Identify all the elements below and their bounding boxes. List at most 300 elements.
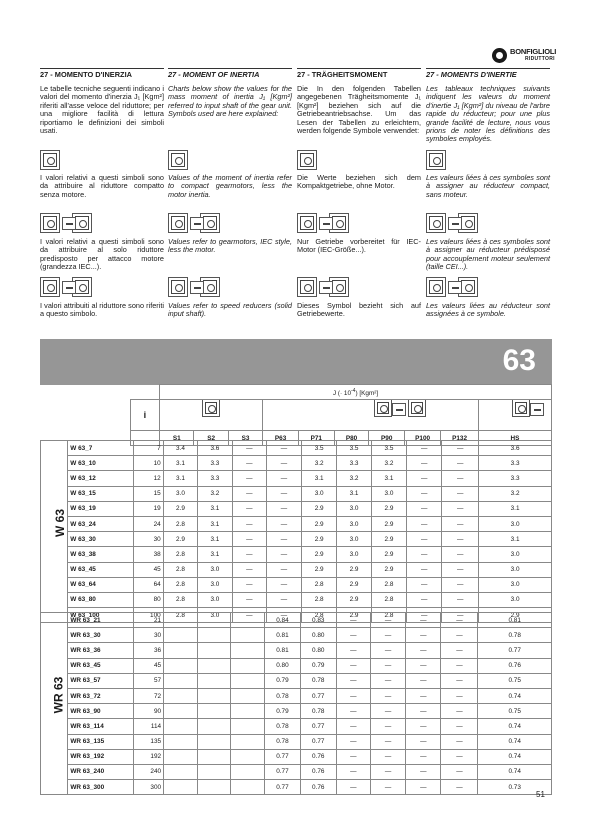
value-cell: — [232,577,266,592]
value-cell: 0.76 [300,749,336,764]
value-cell: 0.73 [478,780,552,795]
value-cell [231,704,265,719]
ratio-cell: 12 [133,471,163,486]
ratio-cell: 45 [133,562,163,577]
value-cell: 0.74 [478,749,552,764]
value-cell: 0.76 [300,764,336,779]
value-cell: 2.8 [301,577,336,592]
value-cell: 0.77 [265,764,301,779]
motor-flange-icon [190,217,204,230]
value-cell: 0.78 [300,704,336,719]
value-cell: 2.9 [371,516,406,531]
value-cell: 3.0 [198,592,232,607]
value-cell: — [232,486,266,501]
iec-icon-cell [263,400,479,431]
value-cell: — [266,456,301,471]
value-cell: 0.77 [300,719,336,734]
ratio-cell: 100 [133,608,163,623]
value-cell [164,749,198,764]
value-cell: 3.2 [301,456,336,471]
value-cell: 2.8 [163,562,197,577]
value-cell: 3.0 [301,486,336,501]
motor-flange-icon [319,217,333,230]
value-cell: — [232,471,266,486]
ratio-cell: 19 [133,501,163,516]
value-cell: — [407,486,442,501]
value-cell: 3.4 [163,441,197,456]
value-cell: — [232,547,266,562]
value-cell: — [407,608,442,623]
size-banner [40,339,552,385]
value-cell [164,628,198,643]
symbol-text-iec: Values refer to gearmotors, IEC style, less the motor. [168,237,292,255]
value-cell [197,643,231,658]
table-row [41,577,552,592]
value-cell: 0.75 [478,704,552,719]
value-cell: — [407,547,442,562]
table-wr63 [40,612,552,795]
value-cell: 3.1 [371,471,406,486]
group-label-w63: W 63 [53,508,68,538]
value-cell: 3.1 [479,532,552,547]
symbol-text-reducer: I valori attribuiti al riduttore sono riferiti a questo simbolo. [40,301,164,319]
value-cell: 0.74 [478,719,552,734]
value-cell [164,764,198,779]
value-cell: 0.79 [265,704,301,719]
compact-gearbox-icon [297,150,317,170]
value-cell: 0.77 [265,780,301,795]
symbol-text-compact: Les valeurs liées à ces symboles sont à assigner au réducteur compact, sans moteur. [426,173,550,199]
reducer-gearbox-icon [426,277,446,297]
value-cell: — [441,673,478,688]
value-cell: — [406,764,441,779]
value-cell: 0.74 [478,734,552,749]
model-cell: WR 63_57 [68,673,133,688]
value-cell: 0.80 [300,628,336,643]
symbol-text-iec: Les valeurs liées à ces symboles sont à assigner au réducteur prédisposé pour accouplement moteur seulement (taille CEI...). [426,237,550,272]
value-cell [197,688,231,703]
value-cell: 0.74 [478,764,552,779]
value-cell: 2.9 [371,547,406,562]
value-cell [197,673,231,688]
value-cell: 2.8 [371,577,406,592]
table-row [41,471,552,486]
ratio-cell: 7 [133,441,163,456]
value-cell: 2.8 [301,592,336,607]
input-shaft-icon [190,281,204,294]
col-head: P71 [298,431,334,446]
table-row [41,532,552,547]
value-cell: 3.1 [163,471,197,486]
value-cell: — [266,592,301,607]
value-cell: — [406,719,441,734]
value-cell: 2.9 [337,562,371,577]
value-cell [164,719,198,734]
value-cell: — [336,643,370,658]
value-cell: 2.9 [163,532,197,547]
value-cell: — [232,501,266,516]
value-cell: 3.0 [371,486,406,501]
value-cell [197,734,231,749]
value-cell: — [371,643,406,658]
value-cell [231,658,265,673]
model-cell: WR 63_240 [68,764,133,779]
value-cell [164,613,198,628]
value-cell: — [371,719,406,734]
value-cell: 0.79 [265,673,301,688]
ratio-cell: 300 [133,780,163,795]
value-cell: 3.0 [479,592,552,607]
value-cell: — [442,486,479,501]
value-cell: 0.78 [265,688,301,703]
value-cell: — [407,532,442,547]
value-cell [231,643,265,658]
value-cell: 2.8 [163,592,197,607]
brand-name: BONFIGLIOLI [510,47,557,56]
value-cell: — [266,471,301,486]
value-cell [197,749,231,764]
model-cell: W 63_10 [68,456,133,471]
col-head: S1 [160,431,194,446]
value-cell [164,643,198,658]
value-cell: 2.8 [371,592,406,607]
value-cell: — [442,516,479,531]
model-cell: WR 63_90 [68,704,133,719]
value-cell: — [442,456,479,471]
value-cell: — [407,441,442,456]
table-row [41,628,552,643]
value-cell: — [336,673,370,688]
value-cell: 2.9 [301,501,336,516]
model-cell: W 63_45 [68,562,133,577]
iec-gearbox-icon [297,213,317,233]
value-cell: 0.76 [478,658,552,673]
value-cell: — [336,688,370,703]
value-cell: — [441,688,478,703]
brand-sub: RIDUTTORI [525,56,555,62]
model-cell: WR 63_45 [68,658,133,673]
value-cell: 0.74 [478,688,552,703]
value-cell: — [371,613,406,628]
value-cell: 3.1 [198,547,232,562]
motor-flange-icon [62,217,76,230]
table-row [41,780,552,795]
value-cell: 2.8 [371,608,406,623]
value-cell: — [407,516,442,531]
value-cell: — [442,592,479,607]
symbol-text-compact: Die Werte beziehen sich dem Kompaktgetriebe, ohne Motor. [297,173,421,191]
value-cell [197,780,231,795]
value-cell: — [441,704,478,719]
iec-gearbox-icon [168,213,188,233]
value-cell: 3.3 [198,456,232,471]
value-cell: 3.1 [198,501,232,516]
value-cell [231,673,265,688]
column-heading: 27 - MOMENTS D'INERTIE [426,68,550,85]
value-cell: 0.80 [300,643,336,658]
value-cell: 2.9 [371,562,406,577]
ratio-cell: 21 [133,613,163,628]
value-cell: 3.1 [301,471,336,486]
value-cell: — [442,471,479,486]
brand-logo [492,46,584,64]
value-cell: — [371,688,406,703]
model-cell: WR 63_135 [68,734,133,749]
value-cell: 0.77 [478,643,552,658]
input-shaft-icon [62,281,76,294]
column-intro: Le tabelle tecniche seguenti indicano i valori del momento d'inerzia J₁ [Kgm²] riferiti all'asse veloce del riduttore; per una migliore facilità di lettura riportiamo le definizioni dei simboli usati. [40,84,164,136]
col-head: P63 [263,431,299,446]
value-cell: 2.9 [371,532,406,547]
value-cell: — [442,532,479,547]
table-row [41,547,552,562]
table-row [41,719,552,734]
table-row [41,613,552,628]
value-cell: 0.83 [300,613,336,628]
symbol-text-iec: I valori relativi a questi simboli sono da attribuire al solo riduttore predisposto per attacco motore (grandezza IEC...). [40,237,164,272]
table-row [41,441,552,456]
table-row [41,734,552,749]
ratio-cell: 38 [133,547,163,562]
value-cell: — [232,456,266,471]
input-shaft-icon [448,281,462,294]
value-cell: 3.6 [479,441,552,456]
value-cell: — [371,658,406,673]
group-label-wr63: WR 63 [51,676,66,714]
value-cell: — [336,613,370,628]
value-cell: 3.0 [198,608,232,623]
value-cell: 0.81 [265,643,301,658]
value-cell: 0.81 [265,628,301,643]
value-cell: — [371,780,406,795]
value-cell: — [441,658,478,673]
value-cell: — [407,456,442,471]
value-cell: — [232,592,266,607]
ratio-cell: 90 [133,704,163,719]
value-cell [164,704,198,719]
value-cell [197,613,231,628]
value-cell: — [407,501,442,516]
value-cell: 0.78 [300,673,336,688]
value-cell: 0.79 [300,658,336,673]
ratio-cell: 45 [133,658,163,673]
value-cell: — [442,577,479,592]
value-cell: 3.0 [479,516,552,531]
col-head: P80 [334,431,369,446]
table-row [41,673,552,688]
value-cell: 3.0 [198,562,232,577]
symbol-text-compact: I valori relativi a questi simboli sono da attribuire al riduttore compatto senza motore. [40,173,164,199]
value-cell: 3.5 [337,441,371,456]
value-cell: 3.3 [479,471,552,486]
value-cell: 0.78 [478,628,552,643]
value-cell [231,613,265,628]
value-cell: — [266,441,301,456]
column-heading: 27 - MOMENTO D'INERZIA [40,68,164,85]
model-cell: W 63_100 [68,608,133,623]
value-cell: 0.81 [478,613,552,628]
value-cell: 0.77 [300,734,336,749]
table-row [41,704,552,719]
value-cell: — [442,501,479,516]
value-cell: 2.9 [371,501,406,516]
table-w63 [40,440,552,623]
value-cell: 3.2 [479,486,552,501]
model-cell: WR 63_36 [68,643,133,658]
value-cell: 0.77 [300,688,336,703]
symbol-text-reducer: Les valeurs liées au réducteur sont assignées à ce symbole. [426,301,550,319]
logo-icon [492,48,507,63]
ratio-header: i [130,400,159,431]
model-cell: WR 63_30 [68,628,133,643]
reducer-gearbox-icon [168,277,188,297]
table-row [41,592,552,607]
value-cell: 3.2 [371,456,406,471]
value-cell: 2.9 [301,562,336,577]
model-cell: WR 63_192 [68,749,133,764]
ratio-cell: 30 [133,628,163,643]
value-cell: 2.9 [163,501,197,516]
value-cell: 2.8 [163,547,197,562]
value-cell: — [371,734,406,749]
value-cell: — [266,532,301,547]
ratio-cell: 30 [133,532,163,547]
model-cell: W 63_64 [68,577,133,592]
ratio-cell: 72 [133,688,163,703]
value-cell: 3.0 [337,532,371,547]
value-cell: — [406,643,441,658]
symbol-text-reducer: Values refer to speed reducers (solid input shaft). [168,301,292,319]
value-cell: — [406,673,441,688]
value-cell: — [441,613,478,628]
value-cell: — [407,592,442,607]
value-cell [197,658,231,673]
column-intro: Charts below show the values for the mass moment of inertia J₁ [Kgm²] referred to input shaft of the gear unit. Symbols used are here explained: [168,84,292,119]
model-cell: WR 63_21 [68,613,133,628]
value-cell: — [442,547,479,562]
value-cell: — [406,734,441,749]
value-cell: 3.1 [337,486,371,501]
table-row [41,688,552,703]
value-cell: — [407,562,442,577]
value-cell: — [336,764,370,779]
model-cell: WR 63_114 [68,719,133,734]
symbol-text-compact: Values of the moment of inertia refer to compact gearmotors, less the motor inertia. [168,173,292,199]
col-head: P100 [405,431,441,446]
col-head: S3 [228,431,262,446]
value-cell: 3.1 [198,516,232,531]
value-cell [164,734,198,749]
value-cell: 0.80 [265,658,301,673]
table-row [41,658,552,673]
value-cell [231,628,265,643]
col-head: P132 [441,431,479,446]
model-cell: W 63_12 [68,471,133,486]
value-cell: 3.0 [479,577,552,592]
value-cell: — [336,749,370,764]
value-cell: 3.0 [337,547,371,562]
compact-gearbox-icon [426,150,446,170]
table-row [41,643,552,658]
compact-icon-cell [160,400,263,431]
value-cell: 0.78 [265,719,301,734]
value-cell: — [336,704,370,719]
value-cell [197,628,231,643]
value-cell: 2.9 [301,516,336,531]
ratio-cell: 135 [133,734,163,749]
value-cell: 3.6 [198,441,232,456]
value-cell: 0.75 [478,673,552,688]
input-shaft-icon [319,281,333,294]
ratio-cell: 64 [133,577,163,592]
value-cell: — [442,441,479,456]
model-cell: W 63_24 [68,516,133,531]
value-cell: 3.2 [337,471,371,486]
ratio-cell: 240 [133,764,163,779]
value-cell: — [406,780,441,795]
value-cell [231,688,265,703]
value-cell: — [336,734,370,749]
value-cell: — [406,628,441,643]
value-cell: — [371,749,406,764]
value-cell: 0.84 [265,613,301,628]
model-cell: W 63_19 [68,501,133,516]
value-cell: — [266,577,301,592]
value-cell: — [336,628,370,643]
value-cell: 3.0 [198,577,232,592]
value-cell: 0.76 [300,780,336,795]
value-cell: — [266,608,301,623]
value-cell: — [406,749,441,764]
value-cell [231,719,265,734]
ratio-cell: 80 [133,592,163,607]
value-cell: — [371,704,406,719]
model-cell: W 63_15 [68,486,133,501]
value-cell: — [232,441,266,456]
value-cell: 3.5 [301,441,336,456]
model-cell: WR 63_72 [68,688,133,703]
ratio-cell: 36 [133,643,163,658]
col-head: S2 [194,431,228,446]
value-cell: 3.3 [337,456,371,471]
value-cell: 3.0 [163,486,197,501]
motor-flange-icon [448,217,462,230]
value-cell: 3.5 [371,441,406,456]
value-cell: 2.8 [163,577,197,592]
value-cell: — [406,704,441,719]
column-heading: 27 - MOMENT OF INERTIA [168,68,292,85]
value-cell [231,780,265,795]
value-cell: 3.1 [163,456,197,471]
value-cell: 3.0 [479,562,552,577]
value-cell: 2.9 [337,577,371,592]
value-cell: — [266,562,301,577]
value-cell: — [232,516,266,531]
value-cell [164,780,198,795]
value-cell [231,749,265,764]
table-row [41,456,552,471]
page-number: 51 [536,790,545,799]
value-cell: — [442,562,479,577]
value-cell: — [266,501,301,516]
value-cell: 2.9 [301,532,336,547]
value-cell: 0.78 [265,734,301,749]
value-cell [231,764,265,779]
model-cell: WR 63_300 [68,780,133,795]
value-cell: — [336,719,370,734]
reducer-gearbox-icon [297,277,317,297]
col-head: HS [478,431,551,446]
